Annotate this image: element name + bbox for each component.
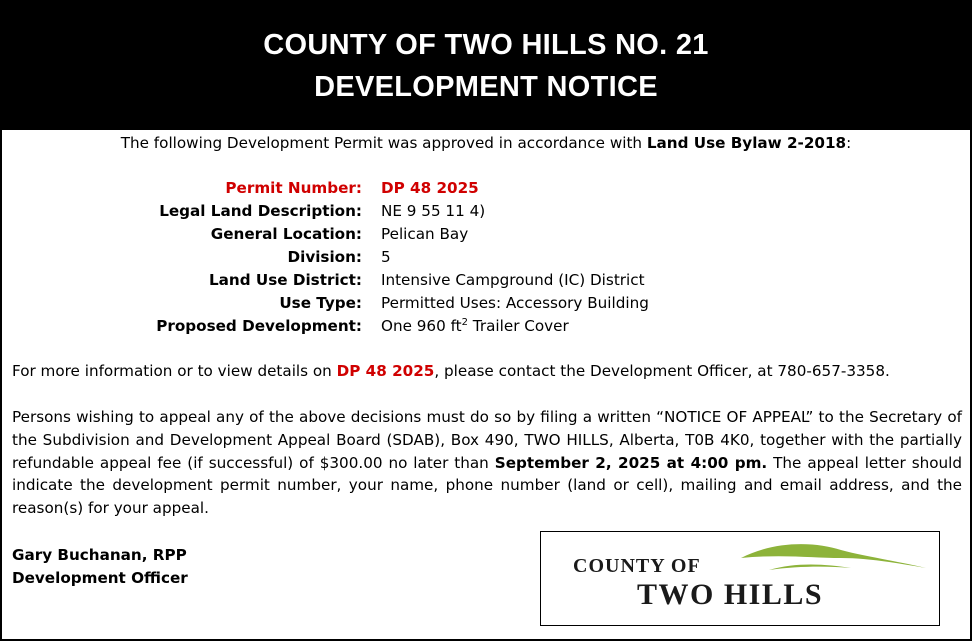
- appeal-paragraph: [12, 406, 962, 520]
- proposed-value-prefix: One 960 ft: [381, 317, 462, 335]
- signature-name: Gary Buchanan, RPP: [12, 546, 187, 564]
- proposed-development-row: [2, 315, 970, 338]
- contact-prefix: For more information or to view details on: [12, 362, 337, 380]
- bylaw-name: Land Use Bylaw 2-2018: [646, 134, 847, 152]
- logo-text-line1: COUNTY OF: [573, 555, 701, 577]
- general-location-label: General Location:: [210, 225, 362, 243]
- land-use-district-value: Intensive Campground (IC) District: [381, 271, 645, 289]
- intro-prefix: The following Development Permit was approved in accordance with: [120, 134, 647, 152]
- logo-hills-swoosh-lower: [769, 565, 851, 571]
- county-logo-graphic: [541, 532, 939, 625]
- notice-header: [2, 2, 970, 130]
- logo-text-line2: TWO HILLS: [637, 578, 824, 611]
- county-logo: [540, 531, 940, 626]
- proposed-value-suffix: Trailer Cover: [467, 317, 569, 335]
- general-location-value: Pelican Bay: [381, 225, 469, 243]
- use-type-row: [2, 292, 970, 315]
- legal-description-label: Legal Land Description:: [159, 202, 362, 220]
- permit-number-label: Permit Number:: [225, 179, 362, 197]
- appeal-text-part2: The appeal letter should indicate the development permit number, your name, phone number (land or cell), mailing and email address, and the reason(s) for your appeal.: [12, 453, 963, 518]
- proposed-value-superscript: 2: [461, 317, 468, 328]
- use-type-label: Use Type:: [279, 294, 362, 312]
- legal-description-value: NE 9 55 11 4): [381, 202, 486, 220]
- division-label: Division:: [287, 248, 362, 266]
- permit-number-row: [2, 177, 970, 200]
- proposed-development-value: [381, 315, 569, 338]
- header-title-line2: DEVELOPMENT NOTICE: [314, 71, 658, 103]
- intro-text: [2, 132, 970, 155]
- legal-description-row: [2, 200, 970, 223]
- division-row: [2, 246, 970, 269]
- signature-title: Development Officer: [12, 569, 188, 587]
- division-value: 5: [381, 248, 391, 266]
- proposed-development-label: Proposed Development:: [156, 317, 362, 335]
- contact-suffix: , please contact the Development Officer, at 780-657-3358.: [434, 362, 890, 380]
- land-use-district-label: Land Use District:: [208, 271, 362, 289]
- contact-paragraph: [12, 360, 962, 383]
- permit-number-value: DP 48 2025: [381, 179, 479, 197]
- header-title-line1: COUNTY OF TWO HILLS NO. 21: [263, 29, 709, 61]
- land-use-district-row: [2, 269, 970, 292]
- intro-suffix: :: [846, 134, 852, 152]
- logo-hills-swoosh: [741, 544, 926, 568]
- contact-permit-number: DP 48 2025: [336, 362, 435, 380]
- appeal-deadline: September 2, 2025 at 4:00 pm.: [494, 453, 768, 472]
- use-type-value: Permitted Uses: Accessory Building: [381, 294, 649, 312]
- appeal-text-part1: Persons wishing to appeal any of the above decisions must do so by filing a written “NOTICE OF APPEAL” to the Secretary of the Subdivision and Development Appeal Board (SDAB), Box 490, TWO HILLS, Alberta, T0B 4K0, together with the partially refundable appeal fee (if successful) of $300.00 no later than: [12, 408, 962, 472]
- general-location-row: [2, 223, 970, 246]
